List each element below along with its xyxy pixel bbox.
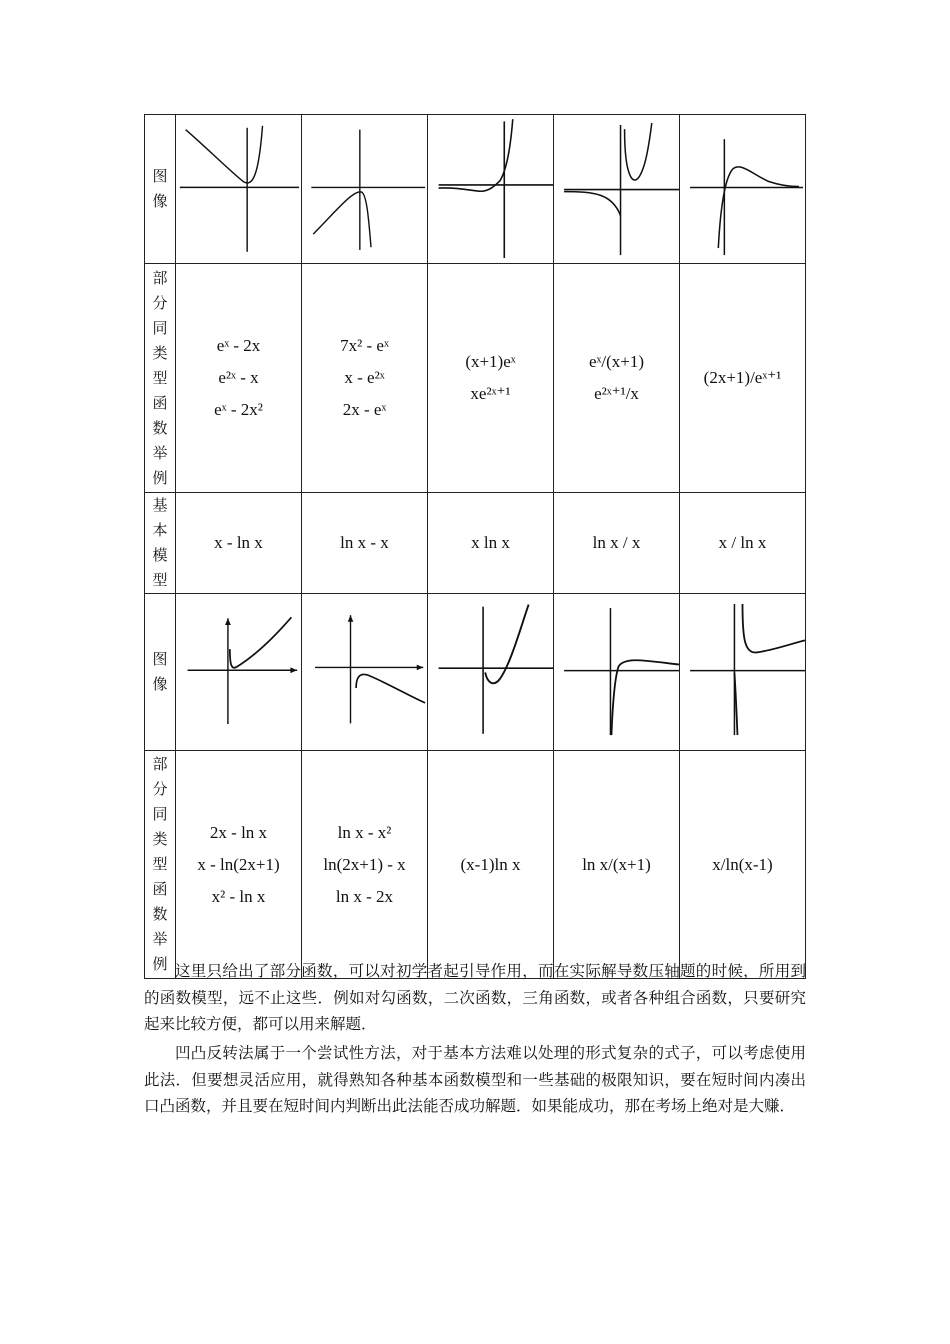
formula: x² - ln x (211, 886, 266, 906)
examples-cell-5 (680, 264, 806, 493)
graph-curve-6 (176, 601, 301, 742)
graph-x-minus-lnx (176, 594, 302, 751)
graph-curve-1 (176, 122, 301, 257)
row-label-image: 图 像 (145, 594, 176, 751)
graph-lnx-over-x (554, 594, 680, 751)
graph-curve-3 (428, 115, 553, 263)
formula: ln x - x² (337, 822, 392, 842)
formula: x/ln(x-1) (712, 854, 773, 874)
formula: x - e²ˣ (344, 368, 385, 388)
formula: eˣ - 2x² (214, 400, 263, 420)
log-examples-cell-4 (554, 751, 680, 979)
graph-curve-8 (428, 594, 553, 750)
graph-curve-2 (302, 124, 427, 255)
examples-row-exp (145, 264, 806, 493)
basic-model-1: x - ln x (176, 493, 302, 594)
formula: eˣ - 2x (216, 336, 261, 356)
examples-cell-4 (554, 264, 680, 493)
examples-row-log (145, 751, 806, 979)
graph-curve-4 (554, 119, 679, 260)
examples-cell-2 (302, 264, 428, 493)
formula: ln x - 2x (335, 886, 394, 906)
examples-cell-3 (428, 264, 554, 493)
graph-x-over-lnx (680, 594, 806, 751)
basic-model-row (145, 493, 806, 594)
graph-curve-7 (302, 604, 427, 741)
graph-ex-minus-2x (176, 115, 302, 264)
log-examples-cell-3 (428, 751, 554, 979)
formula: e²ˣ - x (218, 368, 259, 388)
graph-curve-9 (554, 598, 679, 746)
log-examples-cell-1 (176, 751, 302, 979)
image-row-log (145, 594, 806, 751)
graph-curve-10 (680, 598, 805, 746)
formula: e²ˣ⁺¹/x (594, 384, 639, 404)
paragraph-2: 凹凸反转法属于一个尝试性方法，对于基本方法难以处理的形式复杂的式子，可以考虑使用此法．但要想灵活应用，就得熟知各种基本函数模型和一些基础的极限知识，要在短时间内凑出口凸函数，并且要在短时间内判断出此法能否成功解题．如果能成功，那在考场上绝对是大赚． (144, 1044, 806, 1115)
image-row-exp (145, 115, 806, 264)
log-examples-cell-2 (302, 751, 428, 979)
row-label-image: 图 像 (145, 115, 176, 264)
row-label-examples: 部 分 同 类 型 函 数 举 例 (145, 264, 176, 493)
formula: eˣ/(x+1) (588, 352, 645, 372)
basic-model-5: x / ln x (680, 493, 806, 594)
formula: (2x+1)/eˣ⁺¹ (703, 368, 782, 388)
basic-model-2: ln x - x (302, 493, 428, 594)
graph-x-plus-1-ex (428, 115, 554, 264)
row-label-examples: 部 分 同 类 型 函 数 举 例 (145, 751, 176, 979)
formula: 2x - ln x (209, 822, 268, 842)
basic-model-4: ln x / x (554, 493, 680, 594)
row-label-basic-model: 基 本 模 型 (145, 493, 176, 594)
formula: (x+1)eˣ (465, 352, 516, 372)
examples-cell-1 (176, 264, 302, 493)
formula: xe²ˣ⁺¹ (470, 384, 511, 404)
basic-model-3: x ln x (428, 493, 554, 594)
paragraph-1: 这里只给出了部分函数，可以对初学者起引导作用，而在实际解导数压轴题的时候，所用到的函数模型，远不止这些．例如对勾函数，二次函数，三角函数，或者各种组合函数，只要研究起来比较方便，都可以用来解题． (144, 962, 806, 1033)
graph-2x-plus-1-over-ex (680, 115, 806, 264)
formula: ln(2x+1) - x (323, 854, 406, 874)
graph-x-lnx (428, 594, 554, 751)
formula: x - ln(2x+1) (197, 854, 280, 874)
formula: ln x/(x+1) (582, 854, 651, 874)
graph-7x2-minus-ex (302, 115, 428, 264)
graph-lnx-minus-x (302, 594, 428, 751)
graph-ex-over-x-plus-1 (554, 115, 680, 264)
function-model-table (144, 114, 806, 979)
formula: (x-1)ln x (460, 854, 521, 874)
formula: 7x² - eˣ (340, 336, 389, 356)
formula: 2x - eˣ (342, 400, 387, 420)
log-examples-cell-5 (680, 751, 806, 979)
graph-curve-5 (680, 119, 805, 260)
